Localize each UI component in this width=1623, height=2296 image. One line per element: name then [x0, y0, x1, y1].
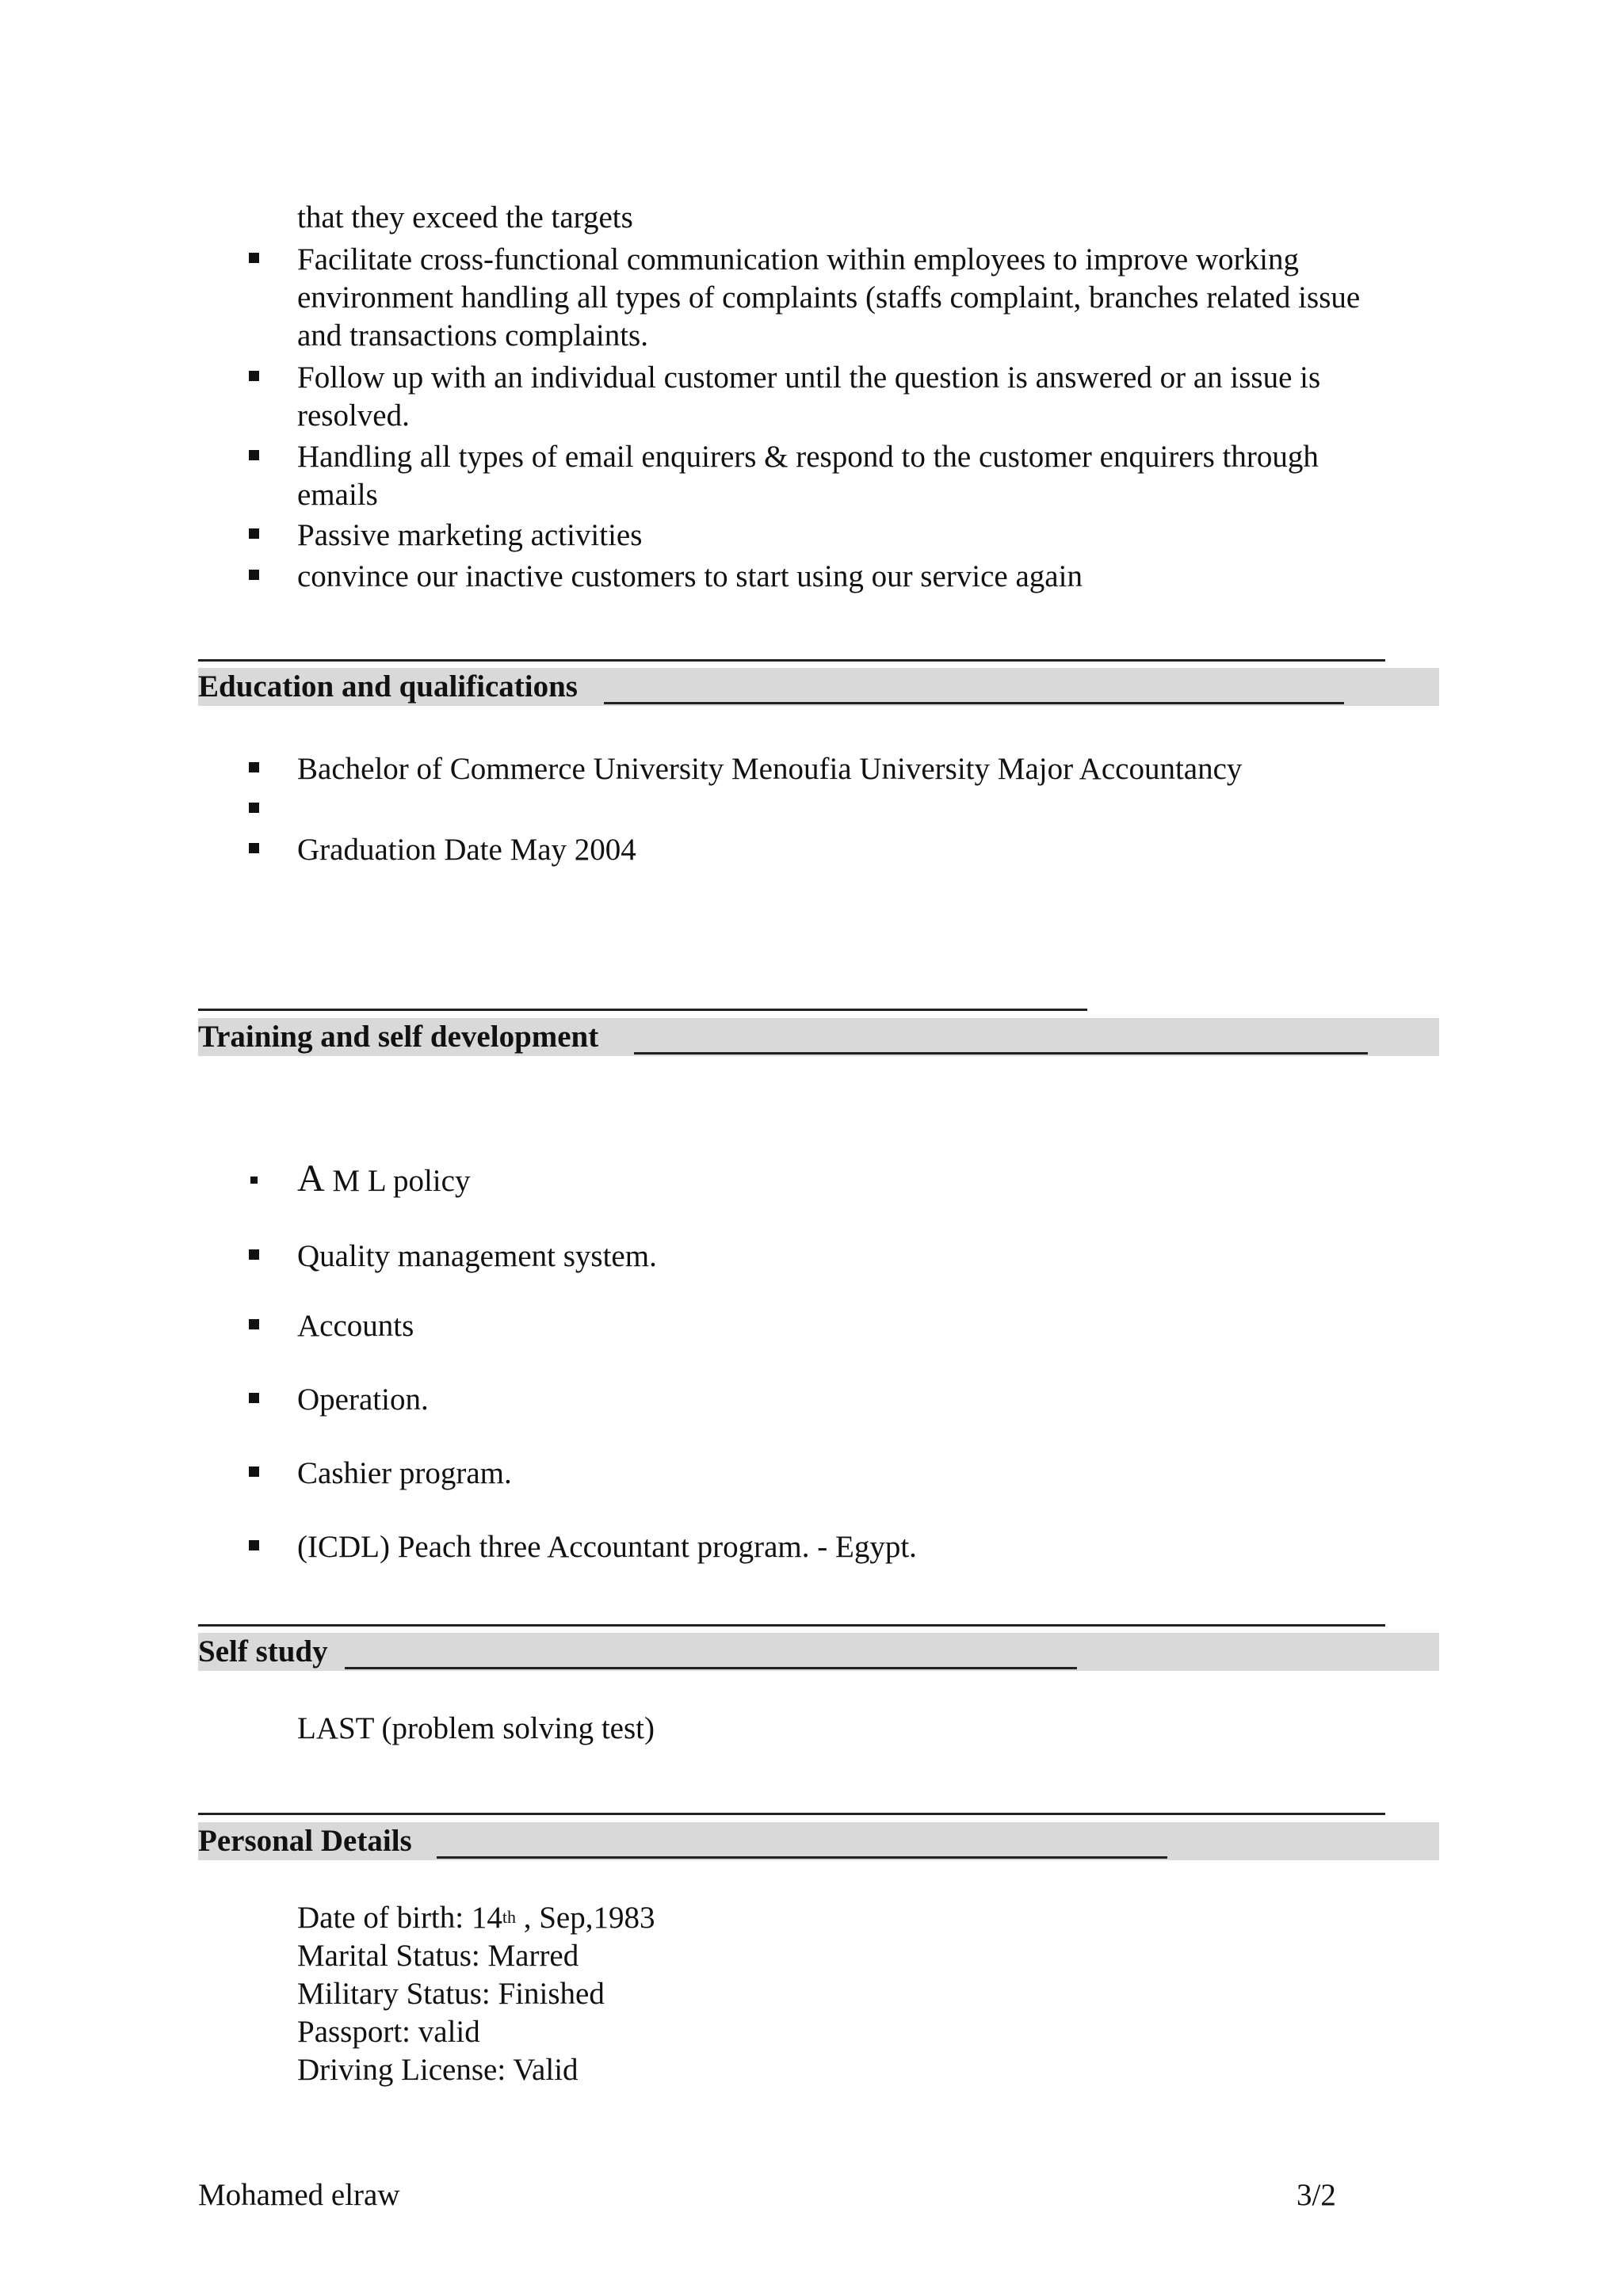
heading-underline — [634, 1052, 1368, 1055]
footer-page-number: 3/2 — [1296, 2178, 1336, 2212]
bullet-icon — [249, 1319, 259, 1329]
list-item: Accounts — [297, 1309, 414, 1343]
heading-underline — [437, 1856, 1167, 1859]
marital-status: Marital Status: Marred — [297, 1939, 579, 1973]
training-first-letter: A — [297, 1158, 325, 1199]
dob-prefix: Date of birth: 14 — [297, 1901, 502, 1935]
dob-superscript: th — [502, 1907, 516, 1927]
list-item: Passive marketing activities — [297, 518, 643, 552]
heading-underline — [345, 1667, 1077, 1669]
date-of-birth — [297, 1898, 655, 1937]
bullet-icon — [249, 843, 259, 853]
list-item — [297, 1159, 470, 1200]
self-study-text: LAST (problem solving test) — [297, 1711, 655, 1745]
section-heading-self-study: Self study — [198, 1634, 328, 1669]
bullet-icon — [249, 1540, 259, 1550]
dob-suffix: , Sep,1983 — [515, 1901, 655, 1935]
section-divider — [198, 1624, 1385, 1627]
section-divider — [198, 659, 1385, 662]
bullet-icon — [249, 803, 259, 813]
bullet-icon — [249, 762, 259, 772]
list-item: Handling all types of email enquirers & respond to the customer enquirers through — [297, 440, 1319, 474]
section-heading-training: Training and self development — [198, 1020, 599, 1054]
bullet-icon — [249, 1249, 259, 1260]
bullet-icon — [249, 253, 259, 263]
list-item: Bachelor of Commerce University Menoufia University Major Accountancy — [297, 752, 1243, 786]
list-item-continued: emails — [297, 478, 378, 512]
list-item: Graduation Date May 2004 — [297, 833, 636, 867]
list-item: convince our inactive customers to start using our service again — [297, 559, 1083, 593]
section-divider — [198, 1009, 1087, 1011]
section-divider — [198, 1813, 1385, 1815]
bullet-icon — [249, 371, 259, 381]
list-item: Quality management system. — [297, 1239, 657, 1273]
bullet-icon — [249, 450, 259, 460]
list-item-continued: and transactions complaints. — [297, 318, 648, 353]
bullet-icon — [249, 1393, 259, 1403]
list-item-continued: resolved. — [297, 399, 410, 433]
military-status: Military Status: Finished — [297, 1977, 605, 2011]
training-first-rest: M L policy — [324, 1164, 471, 1198]
list-item: Operation. — [297, 1383, 429, 1417]
bullet-icon — [249, 570, 259, 580]
passport-status: Passport: valid — [297, 2015, 480, 2049]
list-item: (ICDL) Peach three Accountant program. - Egypt. — [297, 1530, 917, 1564]
bullet-icon — [250, 1177, 258, 1184]
text-line: that they exceed the targets — [297, 200, 633, 235]
list-item: Cashier program. — [297, 1456, 512, 1490]
footer-name: Mohamed elraw — [198, 2178, 400, 2212]
list-item: Follow up with an individual customer until the question is answered or an issue is — [297, 360, 1321, 395]
section-heading-education: Education and qualifications — [198, 669, 578, 704]
section-heading-personal: Personal Details — [198, 1824, 412, 1858]
list-item: Facilitate cross-functional communication within employees to improve working — [297, 242, 1299, 277]
driving-license: Driving License: Valid — [297, 2053, 579, 2087]
heading-underline — [604, 702, 1344, 704]
list-item-continued: environment handling all types of complaints (staffs complaint, branches related issue — [297, 280, 1361, 315]
bullet-icon — [249, 528, 259, 539]
bullet-icon — [249, 1466, 259, 1477]
section-heading-band — [198, 1633, 1439, 1671]
